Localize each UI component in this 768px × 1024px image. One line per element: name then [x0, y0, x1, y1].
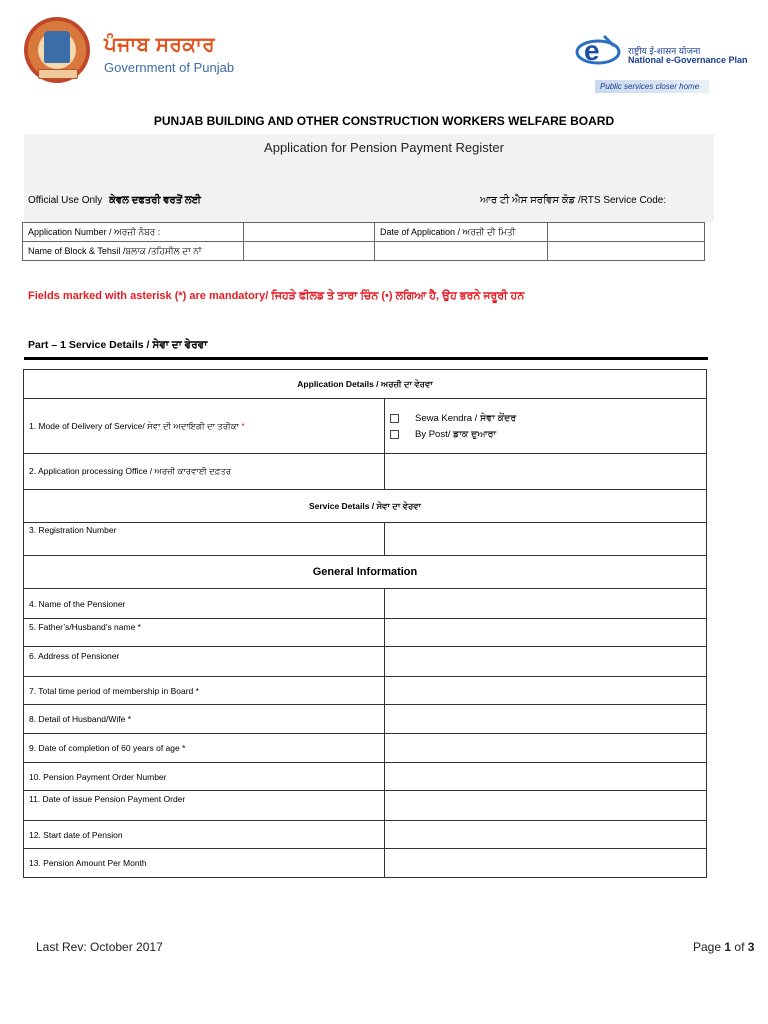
pension-amount-label: 13. Pension Amount Per Month	[24, 849, 385, 878]
ppo-date-label: 11. Date of issue Pension Payment Order	[24, 791, 385, 821]
mode-of-delivery-options	[385, 399, 707, 454]
official-use-punjabi: ਕੇਵਲ ਦਫਤਰੀ ਵਰਤੋਂ ਲਈ	[109, 195, 201, 206]
seal-scroll	[38, 69, 78, 79]
svg-text:e: e	[584, 35, 600, 66]
meta-empty-cell[interactable]	[375, 242, 548, 261]
egov-english-text: National e-Governance Plan	[628, 55, 748, 65]
service-details-header: Service Details / ਸੇਵਾ ਦਾ ਵੇਰਵਾ	[24, 490, 707, 523]
rts-service-code-label: ਆਰ ਟੀ ਐਸ ਸਰਵਿਸ ਕੋਡ /RTS Service Code:	[480, 195, 667, 206]
part-1-title: Part – 1 Service Details / ਸੇਵਾ ਦਾ ਵੇਰਵਾ	[28, 339, 208, 351]
husband-wife-field[interactable]	[385, 705, 707, 734]
checkbox-sewa-kendra[interactable]	[390, 414, 399, 423]
address-field[interactable]	[385, 647, 707, 677]
father-husband-name-label: 5. Father’s/Husband’s name *	[24, 619, 385, 647]
date-of-application-field[interactable]	[548, 223, 705, 242]
husband-wife-label: 8. Detail of Husband/Wife *	[24, 705, 385, 734]
father-husband-name-field[interactable]	[385, 619, 707, 647]
pensioner-name-label: 4. Name of the Pensioner	[24, 589, 385, 619]
page-label: Page	[693, 940, 722, 954]
processing-office-field[interactable]	[385, 454, 707, 490]
block-tehsil-label: Name of Block & Tehsil /ਬਲਾਕ /ਤਹਿਸੀਲ ਦਾ ਨਾਂ	[23, 242, 244, 261]
membership-period-field[interactable]	[385, 677, 707, 705]
application-details-header: Application Details / ਅਰਜ਼ੀ ਦਾ ਵੇਰਵਾ	[24, 370, 707, 399]
service-details-table	[23, 369, 707, 878]
section-divider	[24, 357, 708, 360]
by-post-label: By Post/ ਡਾਕ ਦੁਆਰਾ	[415, 428, 497, 440]
egov-tagline: Public services closer home	[600, 82, 700, 91]
pension-start-date-label: 12. Start date of Pension	[24, 821, 385, 849]
required-asterisk: *	[241, 420, 245, 431]
egov-hindi-text: राष्ट्रीय ई-शासन योजना	[628, 46, 701, 56]
registration-number-field[interactable]	[385, 523, 707, 556]
date-60-years-label: 9. Date of completion of 60 years of age *	[24, 734, 385, 763]
form-title: Application for Pension Payment Register	[264, 140, 504, 155]
board-title: PUNJAB BUILDING AND OTHER CONSTRUCTION WORKERS WELFARE BOARD	[153, 114, 615, 128]
sewa-kendra-label: Sewa Kendra / ਸੇਵਾ ਕੇਂਦਰ	[415, 412, 517, 424]
mode-of-delivery-label	[24, 399, 385, 454]
page-current: 1	[724, 940, 732, 954]
processing-office-label: 2. Application processing Office / ਅਰਜ਼ੀ ਕਾਰਵਾਈ ਦਫ਼ਤਰ	[24, 454, 385, 490]
mode-of-delivery-text: 1. Mode of Delivery of Service/ ਸੇਵਾ ਦੀ ਅਦਾਇਗੀ ਦਾ ਤਰੀਕਾ	[29, 420, 239, 431]
pension-amount-field[interactable]	[385, 849, 707, 878]
date-of-application-label: Date of Application / ਅਰਜ਼ੀ ਦੀ ਮਿਤੀ	[375, 223, 548, 242]
mandatory-fields-note: Fields marked with asterisk (*) are mandatory/ ਜਿਹੜੇ ਫੀਲਡ ਤੇ ਤਾਰਾ ਚਿੰਨ (•) ਲਗਿਆ ਹੈ, ਉਹ ਭਰਨੇ ਜਰੂਰੀ ਹਨ	[28, 290, 525, 302]
membership-period-label: 7. Total time period of membership in Board *	[24, 677, 385, 705]
pension-start-date-field[interactable]	[385, 821, 707, 849]
official-use-label	[28, 195, 201, 206]
registration-number-label: 3. Registration Number	[24, 523, 385, 556]
checkbox-by-post[interactable]	[390, 430, 399, 439]
official-use-english: Official Use Only	[28, 195, 103, 206]
pensioner-name-field[interactable]	[385, 589, 707, 619]
official-use-table	[22, 222, 705, 261]
block-tehsil-field[interactable]	[244, 242, 375, 261]
option-sewa-kendra[interactable]	[390, 413, 701, 424]
ppo-date-field[interactable]	[385, 791, 707, 821]
page-of: of	[734, 940, 745, 954]
ppo-number-field[interactable]	[385, 763, 707, 791]
punjab-government-seal	[24, 17, 90, 83]
page-number	[693, 940, 754, 954]
address-label: 6. Address of Pensioner	[24, 647, 385, 677]
punjab-sarkar-logo-text: ਪੰਜਾਬ ਸਰਕਾਰ	[104, 34, 216, 56]
ppo-number-label: 10. Pension Payment Order Number	[24, 763, 385, 791]
egov-logo-icon	[574, 30, 622, 70]
last-revision: Last Rev: October 2017	[36, 940, 163, 954]
option-by-post[interactable]	[390, 429, 701, 440]
application-number-label: Application Number / ਅਰਜ਼ੀ ਨੰਬਰ :	[23, 223, 244, 242]
page-total: 3	[747, 940, 755, 954]
meta-empty-cell[interactable]	[548, 242, 705, 261]
seal-emblem	[44, 31, 70, 63]
application-number-field[interactable]	[244, 223, 375, 242]
general-information-header: General Information	[24, 556, 707, 589]
date-60-years-field[interactable]	[385, 734, 707, 763]
government-of-punjab-text: Government of Punjab	[104, 60, 235, 75]
